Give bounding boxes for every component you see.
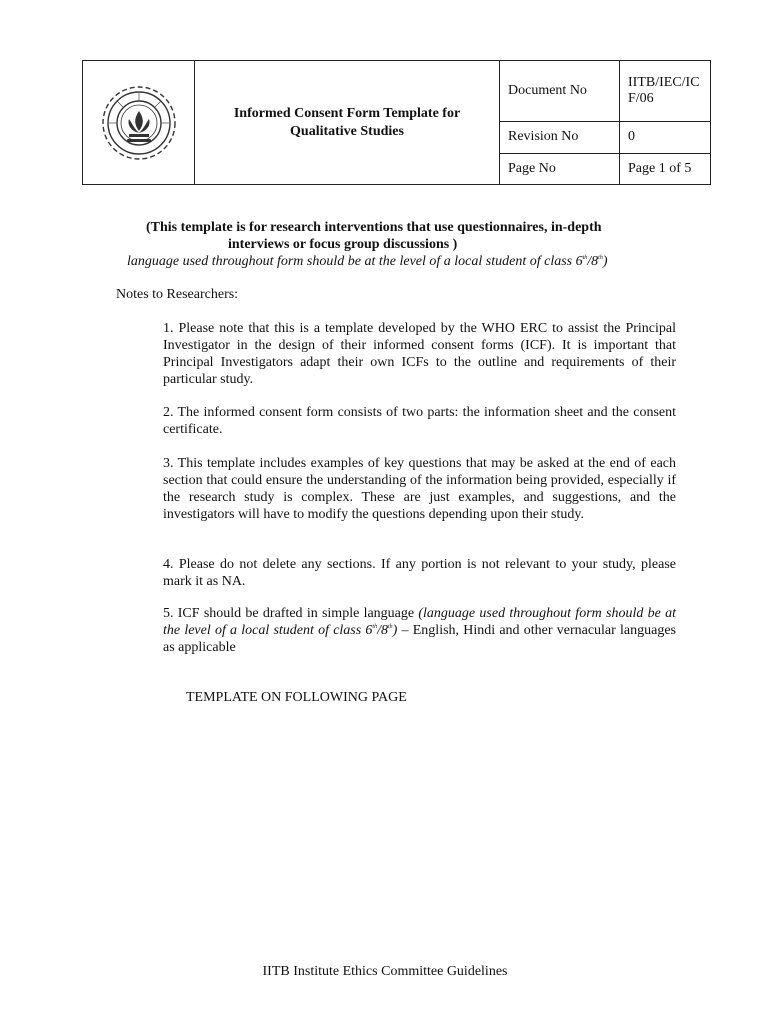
note-5-close: ) (392, 623, 398, 638)
note-item-3: 3. This template includes examples of key questions that may be asked at the end of each section that could ensure the understanding of the information being provided, especially if the research study is complex. These are just examples, and suggestions, and the investigators will have to modify the questions depending upon their study. (163, 456, 676, 522)
note-5-prefix: 5. ICF should be drafted in simple language (163, 606, 419, 621)
note-item-5 (163, 605, 676, 656)
document-header-table (82, 60, 711, 185)
note-item-2: 2. The informed consent form consists of two parts: the information sheet and the consent certificate. (163, 405, 676, 437)
revision-no-label: Revision No (500, 122, 620, 153)
document-no-value: IITB/IEC/ICF/06 (620, 61, 711, 122)
notes-heading: Notes to Researchers: (116, 287, 239, 302)
note-5-slash: /8 (377, 623, 388, 638)
intro-title (100, 219, 690, 253)
language-note-slash: /8 (587, 254, 599, 269)
note-5-suffix: – English, Hindi and other vernacular languages as applicable (163, 623, 676, 655)
page-no-label: Page No (500, 153, 620, 184)
logo-cell (83, 61, 195, 185)
document-title: Informed Consent Form Template for Qualitative Studies (195, 61, 500, 185)
intro-title-line1: (This template is for research interventions that use questionnaires, in-depth (146, 220, 602, 235)
sup-th: th (387, 624, 393, 630)
iitb-emblem-icon (99, 83, 179, 163)
intro-title-line2: interviews or focus group discussions ) (228, 237, 458, 252)
revision-no-value: 0 (620, 122, 711, 153)
language-note-close: ) (602, 254, 608, 269)
note-5-italic-text: (language used throughout form should be at the level of a local student of class 6 (163, 606, 677, 638)
note-item-1: 1. Please note that this is a template developed by the WHO ERC to assist the Principal Investigator in the design of their informed consent forms (ICF). It is important that Principal Investigators adapt their own ICFs to the outline and requirements of their particular study. (163, 321, 676, 387)
language-level-note (127, 254, 608, 270)
sup-th: th (582, 255, 588, 261)
template-following-text: TEMPLATE ON FOLLOWING PAGE (186, 690, 407, 705)
document-no-label: Document No (500, 61, 620, 122)
note-item-4: 4. Please do not delete any sections. If any portion is not relevant to your study, please mark it as NA. (163, 557, 676, 589)
page-no-value: Page 1 of 5 (620, 153, 711, 184)
sup-th: th (372, 624, 378, 630)
page-footer: IITB Institute Ethics Committee Guidelines (262, 964, 508, 979)
language-note-text: language used throughout form should be at the level of a local student of class 6 (127, 254, 583, 269)
sup-th: th (598, 255, 603, 261)
